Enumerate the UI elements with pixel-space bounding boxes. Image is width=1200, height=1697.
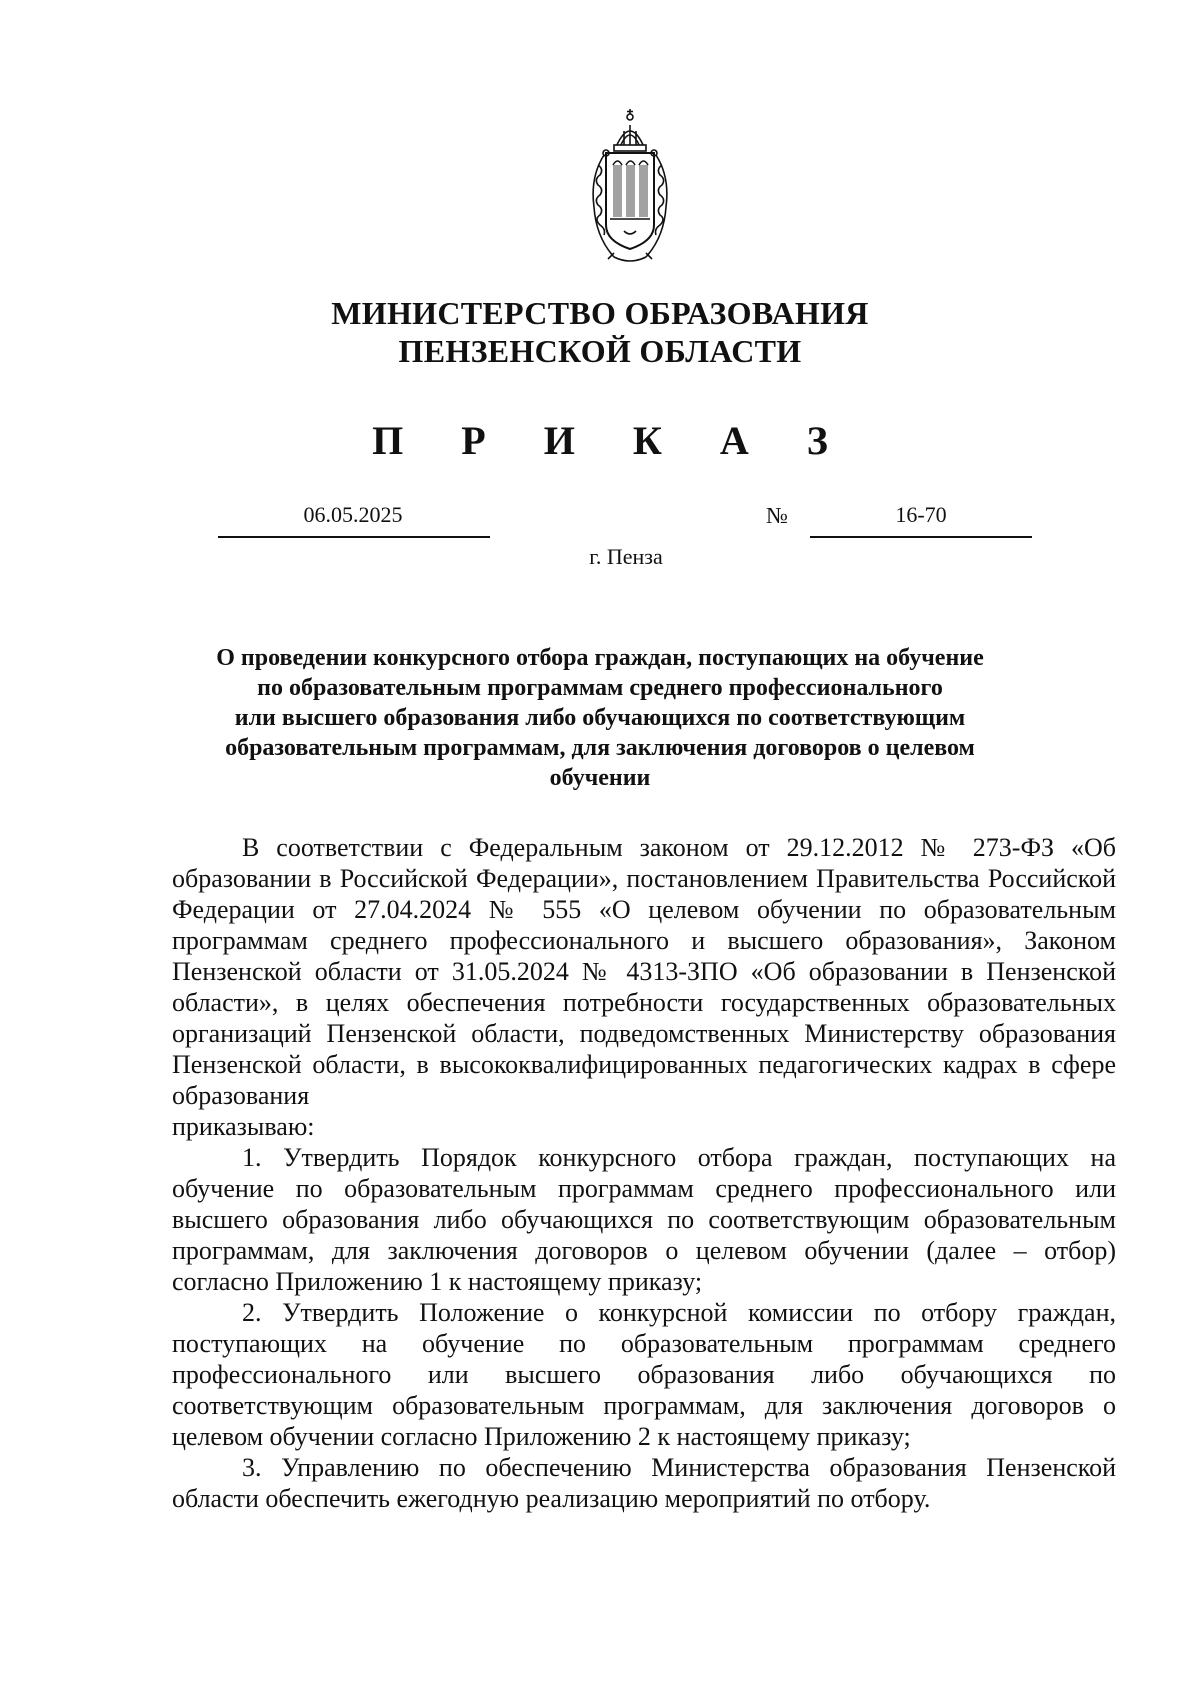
order-title <box>150 643 1050 793</box>
order-title-line: О проведении конкурсного отбора граждан, поступающих на обучение <box>216 645 984 671</box>
date-underline <box>218 536 490 538</box>
order-item-3: 3. Управлению по обеспечению Министерства образования Пензенской области обеспечить ежегодную реализацию мероприятий по отбору. <box>172 1453 1116 1513</box>
coat-of-arms-icon <box>580 107 680 267</box>
document-type-title: П Р И К А З <box>372 418 852 463</box>
city: г. Пенза <box>589 544 663 569</box>
ministry-name-line-1: МИНИСТЕРСТВО ОБРАЗОВАНИЯ <box>331 295 869 331</box>
order-title-line: или высшего образования либо обучающихся по соответствующим <box>234 705 966 731</box>
number-sign: № <box>766 503 788 528</box>
order-title-line: обучении <box>549 765 651 791</box>
number-underline <box>810 536 1032 538</box>
preamble-paragraph: В соответствии с Федеральным законом от 29.12.2012 № 273-ФЗ «Об образовании в Российской Федерации», постановлением Правительства Российской Федерации от 27.04.2024 № 555 «О целевом обучении по образовательным программам среднего профессионального и высшего образования», Законом Пензенской области от 31.05.2024 № 4313-ЗПО «Об образовании в Пензенской области», в целях обеспечения потребности государственных образовательных организаций Пензенской области, подведомственных Министерству образования Пензенской области, в высококвалифицированных педагогических кадрах в сфере образования <box>172 833 1116 1110</box>
order-title-line: образовательным программам, для заключения договоров о целевом <box>225 735 975 761</box>
order-item-2: 2. Утвердить Положение о конкурсной комиссии по отбору граждан, поступающих на обучение по образовательным программам среднего профессионального или высшего образования либо обучающихся по соответствующим образовательным программам, для заключения договоров о целевом обучении согласно Приложению 2 к настоящему приказу; <box>172 1298 1116 1451</box>
ministry-name-line-2: ПЕНЗЕНСКОЙ ОБЛАСТИ <box>398 333 802 369</box>
order-number: 16-70 <box>895 502 947 527</box>
order-item-1: 1. Утвердить Порядок конкурсного отбора граждан, поступающих на обучение по образовательным программам среднего профессионального или высшего образования либо обучающихся по соответствующим образовательным программам, для заключения договоров о целевом обучении (далее – отбор) согласно Приложению 1 к настоящему приказу; <box>172 1143 1116 1296</box>
order-date: 06.05.2025 <box>303 502 403 527</box>
order-word: приказываю: <box>172 1112 315 1141</box>
order-body <box>172 832 1116 1514</box>
order-title-line: по образовательным программам среднего профессионального <box>257 675 943 701</box>
